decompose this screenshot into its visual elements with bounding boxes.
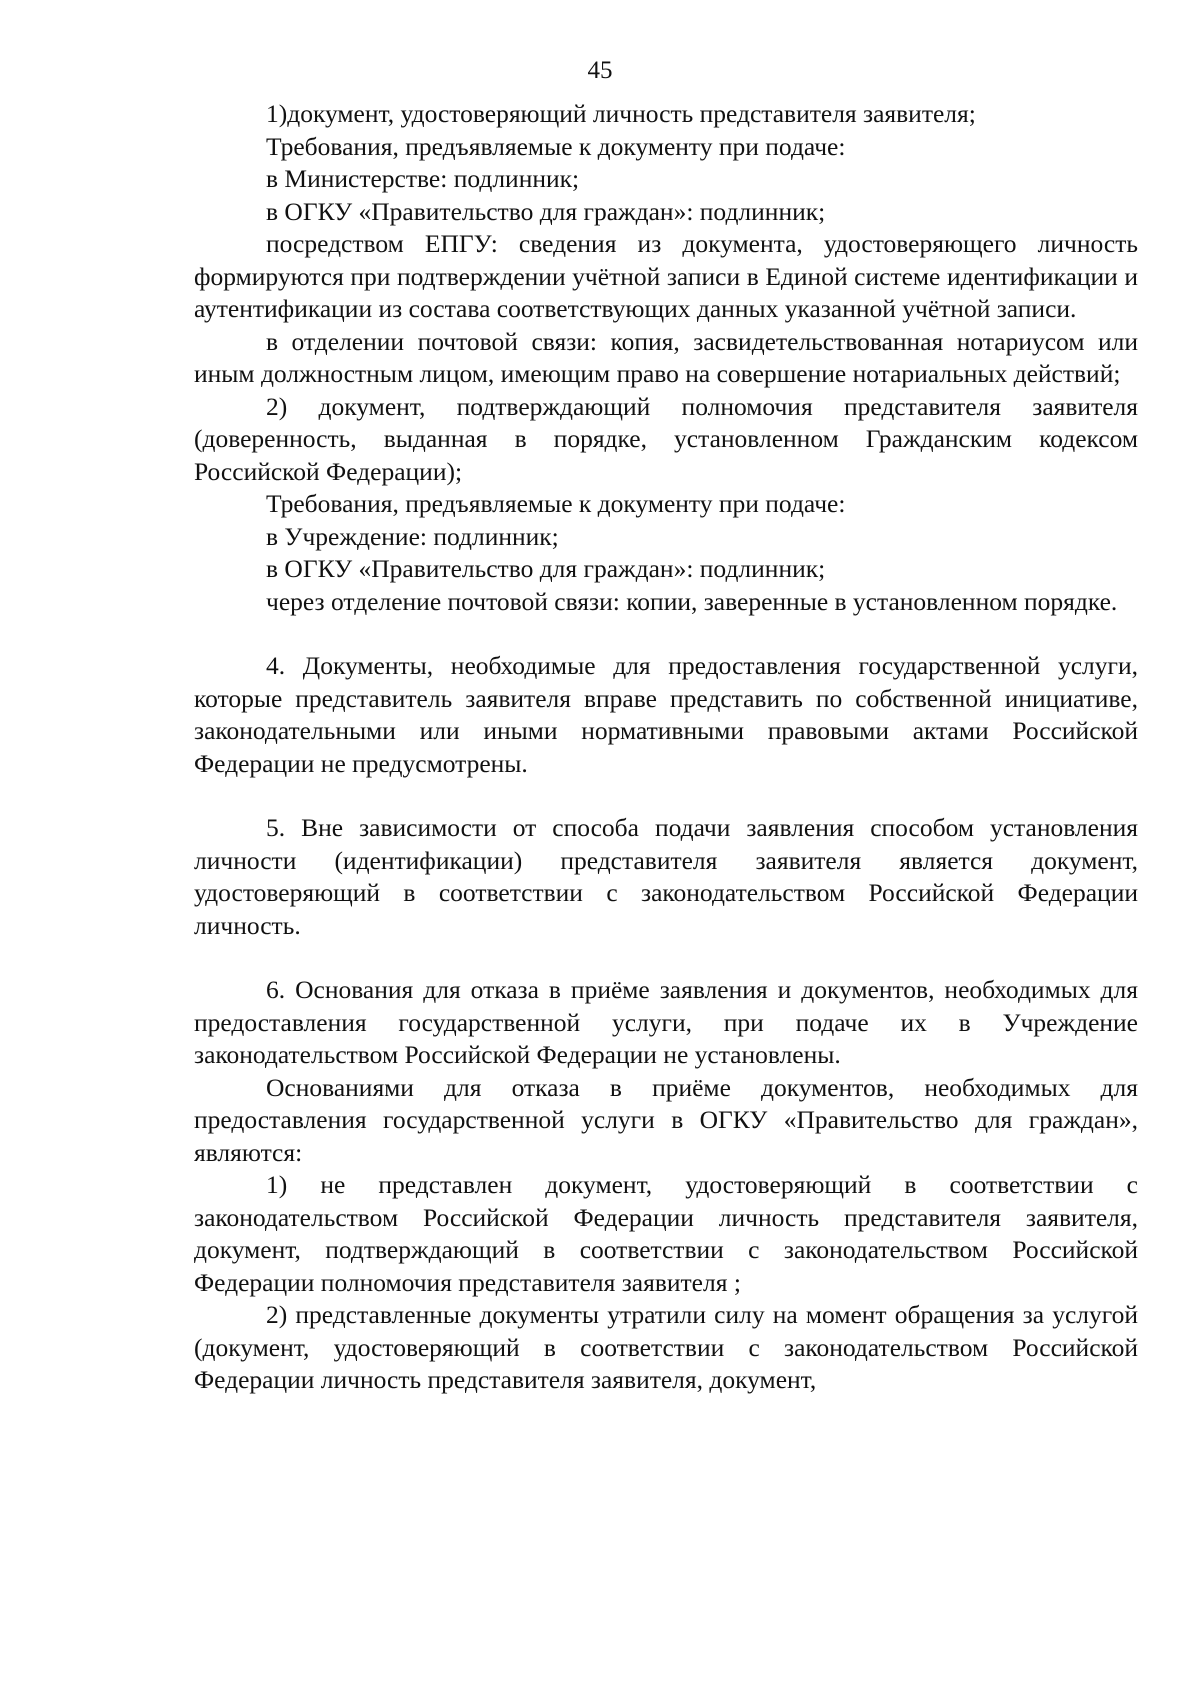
paragraph-section-5: 5. Вне зависимости от способа подачи заявления способом установления личности (идентификации) представителя заявителя является документ, удостоверяющий в соответствии с законодательством Российской Федерации личность. [194, 813, 1138, 940]
paragraph-refusal-ground-1: 1) не представлен документ, удостоверяющий в соответствии с законодательством Российской Федерации личность представителя заявителя, документ, подтверждающий в соответствии с законодательством Российской Федерации полномочия представителя заявителя ; [194, 1170, 1138, 1297]
paragraph-ministry-original: в Министерстве: подлинник; [266, 164, 580, 193]
page-number: 45 [587, 57, 613, 84]
paragraph-epgu-data: посредством ЕПГУ: сведения из документа, удостоверяющего личность формируются при подтверждении учётной записи в Единой системе идентификации и аутентификации из состава соответствующих данных указанной учётной записи. [194, 229, 1138, 323]
paragraph-section-6: 6. Основания для отказа в приёме заявления и документов, необходимых для предоставления государственной услуги, при подаче их в Учреждение законодательством Российской Федерации не установлены. [194, 975, 1138, 1069]
paragraph-ogku-original-2: в ОГКУ «Правительство для граждан»: подлинник; [266, 554, 826, 583]
paragraph-representative-id-document: 1)документ, удостоверяющий личность представителя заявителя; [266, 99, 976, 128]
paragraph-power-of-attorney: 2) документ, подтверждающий полномочия представителя заявителя (доверенность, выданная в порядке, установленном Гражданским кодексом Российской Федерации); [194, 391, 1138, 486]
paragraph-post-office-copy: в отделении почтовой связи: копия, засвидетельствованная нотариусом или иным должностным лицом, имеющим право на совершение нотариальных действий; [194, 326, 1138, 388]
paragraph-ogku-original-1: в ОГКУ «Правительство для граждан»: подлинник; [266, 196, 826, 226]
paragraph-section-4: 4. Документы, необходимые для предоставления государственной услуги, которые представитель заявителя вправе представить по собственной инициативе, законодательными или иными нормативными правовыми актами Российской Федерации не предусмотрены. [194, 651, 1138, 778]
paragraph-refusal-ground-2: 2) представленные документы утратили силу на момент обращения за услугой (документ, удостоверяющий в соответствии с законодательством Российской Федерации личность представителя заявителя, документ, [194, 1300, 1138, 1394]
paragraph-requirements-heading-1: Требования, предъявляемые к документу при подаче: [266, 131, 846, 161]
paragraph-requirements-heading-2: Требования, предъявляемые к документу при подаче: [266, 489, 846, 518]
document-body [194, 98, 1138, 1397]
paragraph-institution-original: в Учреждение: подлинник; [266, 521, 559, 551]
paragraph-refusal-grounds-intro: Основаниями для отказа в приёме документов, необходимых для предоставления государственной услуги в ОГКУ «Правительство для граждан», являются: [194, 1072, 1138, 1167]
paragraph-post-office-copies: через отделение почтовой связи: копии, заверенные в установленном порядке. [266, 586, 1118, 616]
